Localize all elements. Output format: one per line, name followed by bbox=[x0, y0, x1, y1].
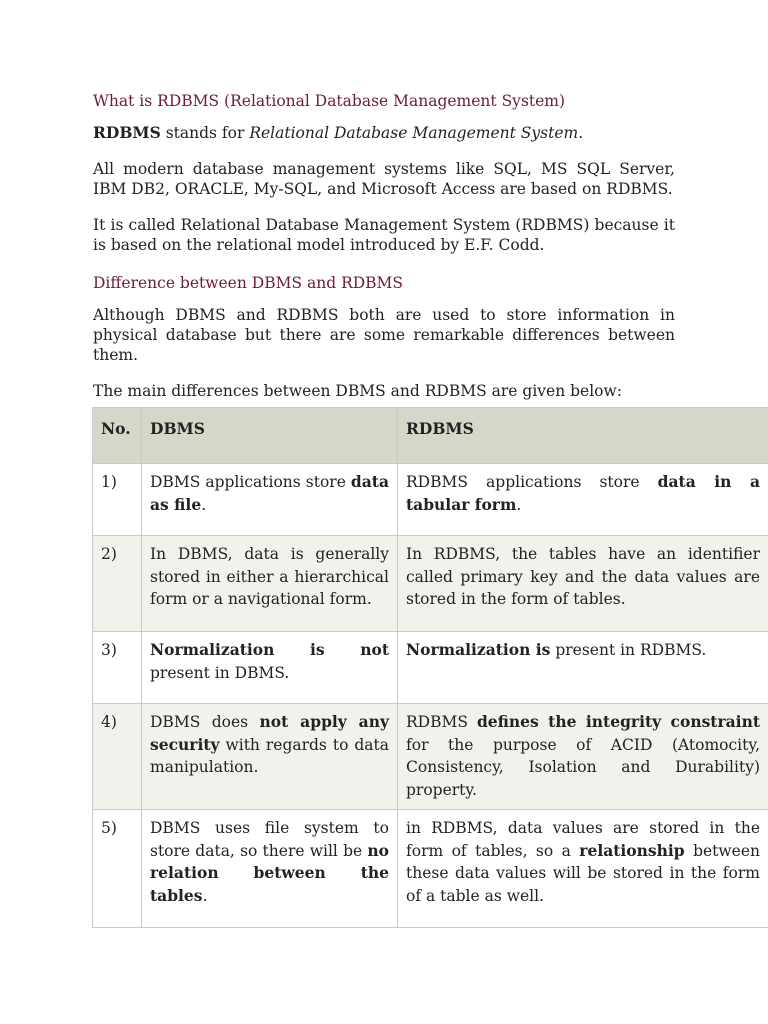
cell-dbms bbox=[142, 464, 398, 536]
bold-run: data as file bbox=[150, 472, 389, 514]
bold-run: Normalization is not bbox=[150, 640, 389, 659]
bold-run: defines the integrity constraint bbox=[476, 712, 760, 731]
table-row bbox=[93, 704, 768, 810]
comparison-table bbox=[92, 407, 768, 928]
table-row bbox=[93, 810, 768, 928]
bold-run: Normalization is bbox=[406, 640, 551, 659]
text-run: . bbox=[202, 886, 208, 905]
text-run: in RDBMS, data values are stored in the form of tables, so a bbox=[406, 819, 760, 860]
cell-dbms bbox=[142, 810, 398, 928]
text-run: . bbox=[578, 124, 584, 142]
table-header-row bbox=[93, 408, 768, 464]
table-row bbox=[93, 464, 768, 536]
cell-rdbms bbox=[398, 632, 768, 704]
text-run: between these data values will be stored in the form of a table as well. bbox=[406, 841, 760, 905]
text-run: present in DBMS. bbox=[150, 663, 290, 682]
bold-run: not apply any security bbox=[150, 712, 389, 754]
bold-run: data in a tabular form bbox=[406, 472, 761, 514]
text-run: DBMS does bbox=[150, 713, 260, 731]
bold-term: RDBMS bbox=[93, 123, 161, 142]
cell-dbms bbox=[142, 536, 398, 632]
text-run: with regards to data manipulation. bbox=[150, 735, 389, 776]
bold-run: no relation between the tables bbox=[150, 840, 389, 905]
paragraph-rdbms-examples: All modern database management systems like SQL, MS SQL Server, IBM DB2, ORACLE, My-SQL, and Microsoft Access are based on RDBMS. bbox=[93, 160, 675, 198]
text-run: In DBMS, data is generally stored in either a hierarchical form or a navigational form. bbox=[150, 545, 389, 608]
text-run: present in RDBMS. bbox=[550, 641, 707, 659]
bold-run: relationship bbox=[579, 840, 685, 860]
text-run: DBMS uses file system to store data, so there will be bbox=[150, 819, 389, 860]
section-heading-difference: Difference between DBMS and RDBMS bbox=[93, 274, 404, 292]
italic-term: Relational Database Management System bbox=[249, 124, 579, 142]
text-run: . bbox=[201, 495, 207, 514]
table-row bbox=[93, 536, 768, 632]
text-run: for the purpose of ACID (Atomocity, Consistency, Isolation and Durability) property. bbox=[406, 735, 760, 799]
document-body bbox=[93, 91, 675, 417]
text-run: RDBMS applications store bbox=[406, 473, 658, 491]
section-heading-rdbms: What is RDBMS (Relational Database Management System) bbox=[93, 92, 566, 110]
text-run: stands for bbox=[160, 124, 250, 142]
cell-rdbms bbox=[398, 810, 768, 928]
text-run: . bbox=[516, 495, 522, 514]
text-run: DBMS applications store bbox=[150, 473, 351, 491]
cell-no: 5) bbox=[93, 810, 142, 928]
table-row bbox=[93, 632, 768, 704]
header-rdbms: RDBMS bbox=[398, 408, 768, 464]
header-no: No. bbox=[93, 408, 142, 464]
header-dbms: DBMS bbox=[142, 408, 398, 464]
cell-no: 2) bbox=[93, 536, 142, 632]
table-body bbox=[93, 464, 768, 928]
cell-rdbms bbox=[398, 464, 768, 536]
paragraph-rdbms-codd: It is called Relational Database Management System (RDBMS) because it is based on the relational model introduced by E.F. Codd. bbox=[93, 216, 675, 254]
comparison-table-container bbox=[92, 407, 768, 928]
paragraph-rdbms-definition bbox=[93, 123, 675, 143]
cell-no: 1) bbox=[93, 464, 142, 536]
cell-dbms bbox=[142, 704, 398, 810]
cell-rdbms bbox=[398, 704, 768, 810]
cell-dbms bbox=[142, 632, 398, 704]
paragraph-difference-intro: Although DBMS and RDBMS both are used to store information in physical database but there are some remarkable differences between them. bbox=[93, 306, 675, 364]
text-run: In RDBMS, the tables have an identifier called primary key and the data values are stored in the form of tables. bbox=[406, 545, 760, 608]
cell-no: 3) bbox=[93, 632, 142, 704]
cell-no: 4) bbox=[93, 704, 142, 810]
text-run: RDBMS bbox=[406, 713, 477, 731]
paragraph-difference-list-intro: The main differences between DBMS and RDBMS are given below: bbox=[93, 382, 622, 400]
cell-rdbms bbox=[398, 536, 768, 632]
